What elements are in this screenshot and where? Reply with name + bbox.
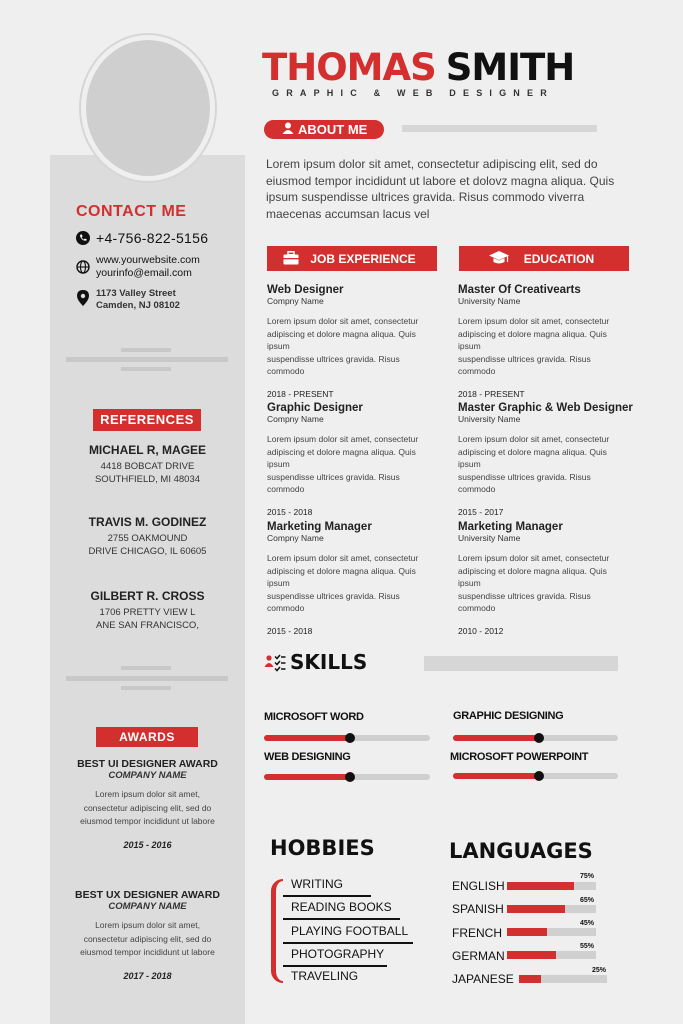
language-fill [519,975,541,983]
about-text: Lorem ipsum dolor sit amet, consectetur adipiscing elit, sed do eiusmod tempor incididunt ut labore et dolovz magna aliqua. Quis ipsum suspendisse ultrices gravida. Risus commodo viverra maecenas accumsan lacus vel [266,157,615,221]
language-bar [507,951,596,959]
education-title: Marketing Manager [458,521,563,533]
education-years: 2010 - 2012 [458,625,504,636]
skill-name: GRAPHIC DESIGNING [453,710,564,722]
experience-title: Marketing Manager [267,521,372,533]
education-desc: suspendisse ultrices gravida. Risus commodo [458,471,591,494]
experience-item [267,402,437,517]
hobby-underline [283,895,371,897]
experience-title: Web Designer [267,284,344,296]
experience-desc: adipiscing et dolore magna aliqua. Quis ipsum [267,328,416,351]
email-link[interactable]: yourinfo@email.com [96,267,192,279]
language-bar [507,928,596,936]
skill-handle [345,733,355,743]
award-desc: Lorem ipsum dolor sit amet, [95,789,200,799]
job-experience-title: JOB EXPERIENCE [310,251,416,266]
skill-fill [264,774,350,780]
education-years: 2015 - 2017 [458,506,504,517]
reference-name: TRAVIS M. GODINEZ [88,515,207,529]
award-title: BEST UX DESIGNER AWARD [75,889,220,901]
address-line2: Camden, NJ 08102 [96,300,180,311]
hobby-underline [283,942,413,944]
experience-desc: suspendisse ultrices gravida. Risus commodo [267,471,400,494]
hobby-item: READING BOOKS [291,900,392,914]
language-percent: 25% [592,967,607,974]
location-pin-icon [76,291,90,305]
education-university: University Name [458,533,521,543]
experience-desc: Lorem ipsum dolor sit amet, consectetur [267,553,419,563]
award-desc: Lorem ipsum dolor sit amet, [95,920,200,930]
education-desc: Lorem ipsum dolor sit amet, consectetur [458,434,610,444]
skill-name: MICROSOFT POWERPOINT [450,751,589,763]
award-item [50,758,245,850]
address-line1: 1173 Valley Street [96,288,176,299]
skill-name: MICROSOFT WORD [264,711,364,723]
contact-phone [76,230,208,246]
education-university: University Name [458,414,521,424]
awards-heading: AWARDS [96,727,198,747]
full-name [262,46,574,89]
experience-desc: adipiscing et dolore magna aliqua. Quis ipsum [267,565,416,588]
user-icon [282,122,294,137]
education-item [458,521,628,636]
language-percent: 75% [580,873,595,880]
reference-address: SOUTHFIELD, MI 48034 [94,474,201,485]
language-fill [507,905,565,913]
hobby-underline [283,965,387,967]
language-name: JAPANESE [452,972,514,986]
profile-photo [86,40,210,176]
reference-address: 4418 BOBCAT DRIVE [100,461,195,472]
experience-years: 2015 - 2018 [267,625,313,636]
language-name: ENGLISH [452,879,505,893]
language-percent: 55% [580,943,595,950]
sidebar-divider [66,676,228,681]
experience-company: Compny Name [267,414,324,424]
contact-address [76,288,180,312]
language-name: GERMAN [452,949,505,963]
reference-address: DRIVE CHICAGO, IL 60605 [88,546,207,557]
contact-title: CONTACT ME [76,203,187,220]
award-company: COMPANY NAME [108,901,187,912]
phone-number[interactable]: +4-756-822-5156 [96,230,209,246]
hobby-item: PHOTOGRAPHY [291,947,385,961]
award-title: BEST UI DESIGNER AWARD [77,758,218,770]
award-years: 2015 - 2016 [123,839,172,850]
sidebar-divider [66,357,228,362]
hobbies-title: HOBBIES [270,836,375,860]
about-divider [402,125,597,132]
experience-item [267,284,437,399]
hobby-underline [283,918,400,920]
award-desc: consectetur adipiscing elit, sed do [83,802,212,813]
reference-name: MICHAEL R, MAGEE [88,443,207,457]
education-university: University Name [458,296,521,306]
reference-name: GILBERT R. CROSS [90,589,205,603]
skill-name: WEB DESIGNING [264,751,351,763]
skills-icon [264,654,286,677]
first-name: THOMAS [262,46,436,89]
reference-item [50,515,245,558]
language-fill [507,928,547,936]
hobby-item: PLAYING FOOTBALL [291,924,409,938]
hobby-item: TRAVELING [291,969,359,983]
language-fill [507,951,556,959]
language-percent: 45% [580,920,595,927]
sidebar-divider [121,666,171,670]
skill-bar [264,735,430,741]
language-name: FRENCH [452,926,502,940]
language-name: SPANISH [452,902,504,916]
skill-handle [345,772,355,782]
award-desc: eiusmod tempor incididunt ut labore [80,816,215,826]
education-item [458,402,633,517]
education-desc: Lorem ipsum dolor sit amet, consectetur [458,553,610,563]
award-item [50,889,245,981]
education-title: Master Graphic & Web Designer [458,402,633,414]
skill-bar [453,735,618,741]
globe-icon [76,260,90,274]
experience-desc: adipiscing et dolore magna aliqua. Quis ipsum [267,446,416,469]
references-heading: REFERENCES [93,409,201,431]
experience-company: Compny Name [267,533,324,543]
reference-item [50,589,245,632]
reference-address: ANE SAN FRANCISCO, [96,620,199,631]
experience-desc: Lorem ipsum dolor sit amet, consectetur [267,434,419,444]
sidebar-divider [121,348,171,352]
language-fill [507,882,574,890]
education-desc: suspendisse ultrices gravida. Risus commodo [458,353,591,376]
experience-desc: Lorem ipsum dolor sit amet, consectetur [267,316,419,326]
language-bar [507,882,596,890]
hobby-item: WRITING [291,877,343,891]
education-desc: suspendisse ultrices gravida. Risus commodo [458,590,591,613]
education-title: EDUCATION [523,251,595,266]
education-desc: adipiscing et dolore magna aliqua. Quis ipsum [458,328,607,351]
experience-company: Compny Name [267,296,324,306]
experience-desc: suspendisse ultrices gravida. Risus commodo [267,353,400,376]
phone-icon [76,231,90,245]
language-percent: 65% [580,897,595,904]
education-desc: adipiscing et dolore magna aliqua. Quis ipsum [458,446,607,469]
hobbies-bracket [271,879,283,983]
experience-item [267,521,437,636]
sidebar-divider [121,367,171,371]
job-subtitle: GRAPHIC & WEB DESIGNER [272,88,554,98]
education-desc: adipiscing et dolore magna aliqua. Quis ipsum [458,565,607,588]
experience-title: Graphic Designer [267,402,363,414]
skills-title: SKILLS [290,650,368,674]
website-link[interactable]: www.yourwebsite.com [96,254,200,266]
contact-web [76,254,200,280]
award-years: 2017 - 2018 [123,970,172,981]
skills-divider [424,656,618,671]
skill-fill [453,735,539,741]
education-desc: Lorem ipsum dolor sit amet, consectetur [458,316,610,326]
language-bar [519,975,607,983]
skill-handle [534,733,544,743]
award-desc: eiusmod tempor incididunt ut labore [80,947,215,957]
reference-address: 2755 OAKMOUND [107,533,188,544]
experience-years: 2015 - 2018 [267,506,313,517]
award-desc: consectetur adipiscing elit, sed do [83,933,212,944]
education-years: 2018 - PRESENT [458,388,525,399]
education-heading [459,246,629,271]
experience-years: 2018 - PRESENT [267,388,334,399]
language-bar [507,905,596,913]
education-title: Master Of Creativearts [458,284,581,296]
skill-handle [534,771,544,781]
skill-fill [264,735,350,741]
job-experience-heading [267,246,437,271]
award-company: COMPANY NAME [108,770,187,781]
about-me-title: ABOUT ME [298,122,368,137]
education-item [458,284,628,399]
reference-item [50,443,245,486]
reference-address: 1706 PRETTY VIEW L [99,607,196,618]
sidebar-divider [121,686,171,690]
experience-desc: suspendisse ultrices gravida. Risus commodo [267,590,400,613]
skill-fill [453,773,539,779]
languages-title: LANGUAGES [449,839,593,863]
last-name: SMITH [445,46,575,89]
skill-bar [264,774,430,780]
skill-bar [453,773,618,779]
about-me-heading [264,120,384,139]
